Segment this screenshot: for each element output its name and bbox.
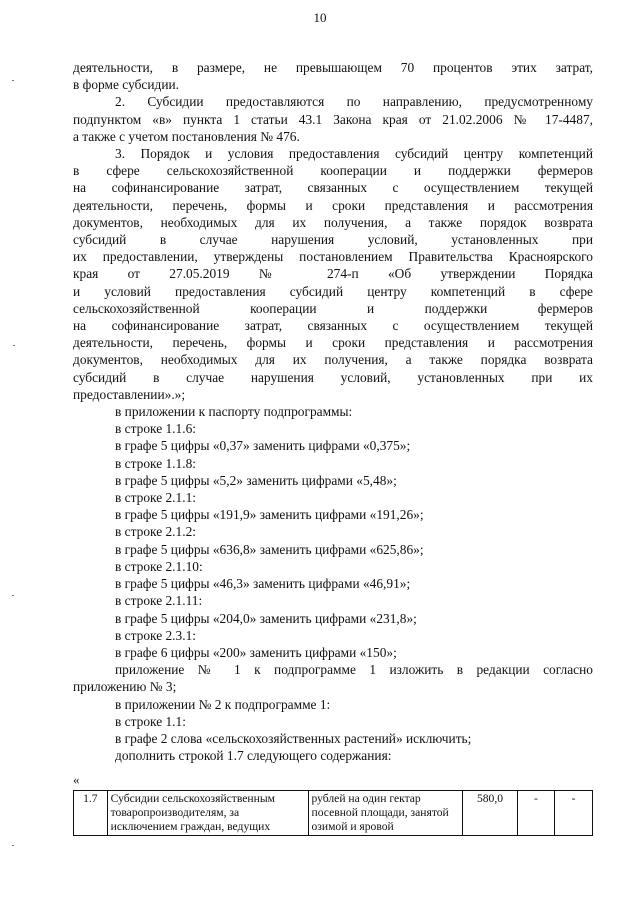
text-line: в графе 5 цифры «204,0» заменить цифрами «231,8»; xyxy=(115,610,417,626)
text-line: субсидий в случае нарушения условий, установленных при их xyxy=(73,369,593,385)
cell-line: рублей на один гектар xyxy=(311,792,421,805)
text-line: сельскохозяйственной кооперации и поддержки фермеров xyxy=(73,300,593,316)
text-line: подпунктом «в» пункта 1 статьи 43.1 Закона края от 21.02.2006 № 17-4487, xyxy=(73,111,593,127)
row-dash-cell: - xyxy=(555,791,593,836)
text-line: деятельности, в размере, не превышающем 70 процентов этих затрат, xyxy=(73,60,593,75)
inserted-row-table xyxy=(73,790,593,836)
scan-speck xyxy=(12,80,14,81)
text-line: их предоставлении, утверждены постановлением Правительства Красноярского xyxy=(73,249,593,265)
text-line: документов, необходимых для их получения, а также порядка возврата xyxy=(73,352,593,368)
cell-line: посевной площади, занятой xyxy=(311,806,449,819)
text-line: приложению № 3; xyxy=(73,679,177,695)
text-line: в графе 5 цифры «46,3» заменить цифрами «46,91»; xyxy=(115,576,411,592)
row-unit-cell xyxy=(308,791,463,836)
text-line: в приложении № 2 к подпрограмме 1: xyxy=(115,696,331,712)
opening-quote: « xyxy=(73,772,80,787)
scan-speck xyxy=(12,845,14,846)
text-line: 3. Порядок и условия предоставления субсидий центру компетенций xyxy=(115,146,593,162)
text-line: а также с учетом постановления № 476. xyxy=(73,128,300,144)
text-line: в форме субсидии. xyxy=(73,77,180,93)
text-line: в графе 6 цифры «200» заменить цифрами «150»; xyxy=(115,644,397,660)
cell-line: товаропроизводителям, за xyxy=(110,806,240,819)
text-line: в графе 2 слова «сельскохозяйственных растений» исключить; xyxy=(115,730,472,746)
text-line: предоставлении».»; xyxy=(73,386,186,402)
cell-line: Субсидии сельскохозяйственным xyxy=(110,792,275,805)
text-line: на софинансирование затрат, связанных с осуществлением текущей xyxy=(73,180,593,196)
text-line: и условий предоставления субсидий центру компетенций в сфере xyxy=(73,283,593,299)
text-line: в строке 1.1.8: xyxy=(115,455,196,471)
text-line: документов, необходимых для их получения, а также порядок возврата xyxy=(73,214,593,230)
row-value-cell: 580,0 xyxy=(463,791,517,836)
document-body xyxy=(73,59,593,764)
text-line: приложение № 1 к подпрограмме 1 изложить в редакции согласно xyxy=(115,662,593,678)
text-line: субсидий в случае нарушения условий, установленных при xyxy=(73,232,593,248)
text-line: дополнить строкой 1.7 следующего содержания: xyxy=(115,748,392,764)
cell-line: озимой и яровой xyxy=(311,820,394,833)
text-line: в строке 2.1.1: xyxy=(115,490,196,506)
text-line: в графе 5 цифры «0,37» заменить цифрами «0,375»; xyxy=(115,438,411,454)
text-line: в строке 1.1.6: xyxy=(115,421,196,437)
text-line: в приложении к паспорту подпрограммы: xyxy=(115,404,353,420)
scan-speck xyxy=(13,345,15,346)
text-line: в графе 5 цифры «191,9» заменить цифрами «191,26»; xyxy=(115,507,424,523)
text-line: в строке 2.1.2: xyxy=(115,524,196,540)
text-line: 2. Субсидии предоставляются по направлению, предусмотренному xyxy=(115,94,593,110)
text-line: на софинансирование затрат, связанных с осуществлением текущей xyxy=(73,318,593,334)
cell-line: исключением граждан, ведущих xyxy=(110,820,271,833)
text-line: края от 27.05.2019 № 274-п «Об утверждении Порядка xyxy=(73,266,593,282)
page-number: 10 xyxy=(313,10,327,25)
text-line: в графе 5 цифры «636,8» заменить цифрами «625,86»; xyxy=(115,541,424,557)
scan-speck xyxy=(12,595,14,596)
text-line: в строке 1.1: xyxy=(115,713,186,729)
table-row xyxy=(74,791,593,836)
text-line: в графе 5 цифры «5,2» заменить цифрами «5,48»; xyxy=(115,472,397,488)
row-number-cell: 1.7 xyxy=(74,791,108,836)
text-line: в строке 2.1.11: xyxy=(115,593,203,609)
row-dash-cell: - xyxy=(517,791,555,836)
row-name-cell xyxy=(107,791,308,836)
text-line: в строке 2.1.10: xyxy=(115,558,203,574)
text-line: деятельности, перечень, формы и сроки представления и рассмотрения xyxy=(73,197,593,213)
text-line: в строке 2.3.1: xyxy=(115,627,196,643)
text-line: в сфере сельскохозяйственной кооперации и поддержки фермеров xyxy=(73,163,593,179)
text-line: деятельности, перечень, формы и сроки представления и рассмотрения xyxy=(73,335,593,351)
